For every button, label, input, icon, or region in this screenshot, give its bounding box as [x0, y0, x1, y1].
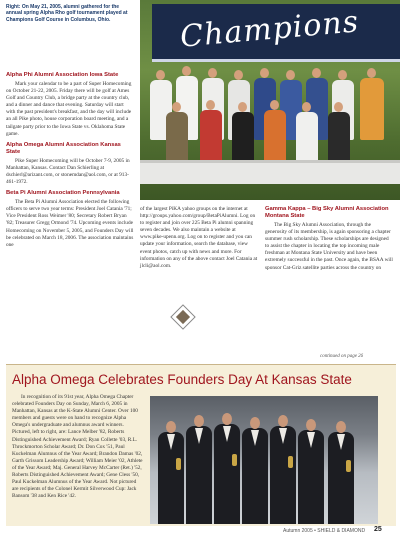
award-winner: [328, 432, 354, 524]
column-2: [140, 206, 260, 272]
section-title-alpha-phi: Alpha Phi Alumni Association Iowa State: [6, 72, 119, 78]
trophy-icon: [176, 458, 181, 470]
golfer: [264, 110, 286, 162]
column-1: [6, 68, 134, 251]
golfer: [296, 112, 318, 162]
column-3: [265, 206, 393, 274]
section-body-beta-pi: The Beta Pi Alumni Association elected the following officers to serve two year terms: President Joel Catania '71; Vice President Ross Weimer '80; Secretary Robert Bryan '82; Treasurer Gregg Ormond '74. Upcoming events include Homecoming on November 5, 2005, and Founders Day will be celebrated on March 18, 2006. The association maintains one: [6, 199, 134, 248]
golf-group-photo: [140, 0, 400, 200]
feature-body: In recognition of its 91st year, Alpha Omega Chapter celebrated Founders Day on Sunday, March 6, 2005 in Manhattan, Kansas at the K-State Alumni Center. Over 100 members and guests were on hand to recognize Alpha Omega's undergraduate and alumnus award winners. Pictured, left to right, are: Lance Melber '82, Roberts Distinguished Achievement Award; Ryan Collette '03, R.L. Throckmorton Scholar Award; Dr. Don Cox '51, Paul Kuckelman Alumnus of the Year Award; Brandon Damas '02, Garth Grissom Leadership Award; William Meier '02, Athlete of the Year Award; Maj. General Harvey McCarter (Ret.) '52, Roberts Distinguished Achievement Award; Gene Cless '50, Paul Kuckelman Alumnus of the Year Award. Not pictured are recipients of the Colonel Kermit Silverwood Cup: Jack Bansom '38 and Ken Rice '42.: [12, 394, 143, 500]
trophy-icon: [288, 456, 293, 468]
section-title-alpha-omega: Alpha Omega Alumni Association Kansas State: [6, 141, 121, 155]
section-body-alpha-omega: Pike Super Homecoming will be October 7-9, 2005 in Manhattan, Kansas. Contact Dan Schierling at dschierl@arizant.com, or stonemdan@aol.com, or at 913-461-1972.: [6, 157, 130, 186]
section-title-gamma-kappa: Gamma Kappa – Big Sky Alumni Association Montana State: [265, 206, 389, 219]
golfer: [232, 112, 254, 162]
golfer: [166, 112, 188, 162]
photo-caption: Right: On May 21, 2005, alumni gathered for the annual spring Alpha Rho golf tournament played at Champions Golf Course in Columbus, Ohio.: [6, 4, 128, 23]
feature-headline: Alpha Omega Celebrates Founders Day At Kansas State: [12, 372, 352, 387]
award-winner: [158, 432, 184, 524]
golfer: [360, 78, 384, 140]
award-winner: [298, 430, 324, 524]
golfer: [200, 110, 222, 162]
continued-note: continued on page 26: [320, 354, 364, 359]
issue-footer: Autumn 2005 • SHIELD & DIAMOND: [283, 528, 366, 534]
page-number: 25: [374, 526, 382, 533]
award-winner: [270, 426, 296, 524]
railing: [140, 160, 400, 184]
trophy-icon: [346, 460, 351, 472]
banner-text: Champions: [178, 4, 361, 55]
trophy-icon: [232, 454, 237, 466]
section-body-beta-pi-cont: of the largest PiKA yahoo groups on the internet at http://groups.yahoo.com/group/BetaPiAlumni. Log on to register and join over 225 Beta Pi alumni spanning seven decades. We also maintain a website at www.pike-upenn.org. Log on to register and you can update your information, search the database, view event photos, catch up with news and more. For information on any of the above contact Joel Catania at jlcli@aol.com.: [140, 206, 258, 269]
section-body-gamma-kappa: The Big Sky Alumni Association, through the generosity of its membership, is again sponsoring a chapter summer rush scholarship. These scholarships are designed to assist the chapter in locating the top incoming male freshman at Montana State University and have been extremely successful in the past. Once again, the BSAA will sponsor Cat-Griz satellite parties across the country on: [265, 222, 393, 271]
award-winner: [186, 426, 212, 524]
champions-banner: [152, 4, 400, 62]
award-winner: [214, 424, 240, 524]
section-body-alpha-phi: Mark your calendar to be a part of Super Homecoming on October 21-22, 2005. Friday there will be golf at Ames Golf and Country Club, a bridge party at the country club, and a dinner and dance that evening. Saturday will start with the past president's breakfast, and the day will include an all Pike photo, house corporation board meeting, and a tailgate party prior to the Iowa State vs. Oklahoma State game.: [6, 81, 132, 137]
golfer: [328, 112, 350, 162]
award-winners-photo: [150, 396, 378, 524]
award-winner: [242, 428, 268, 524]
section-title-beta-pi: Beta Pi Alumni Association Pennsylvania: [6, 190, 120, 197]
